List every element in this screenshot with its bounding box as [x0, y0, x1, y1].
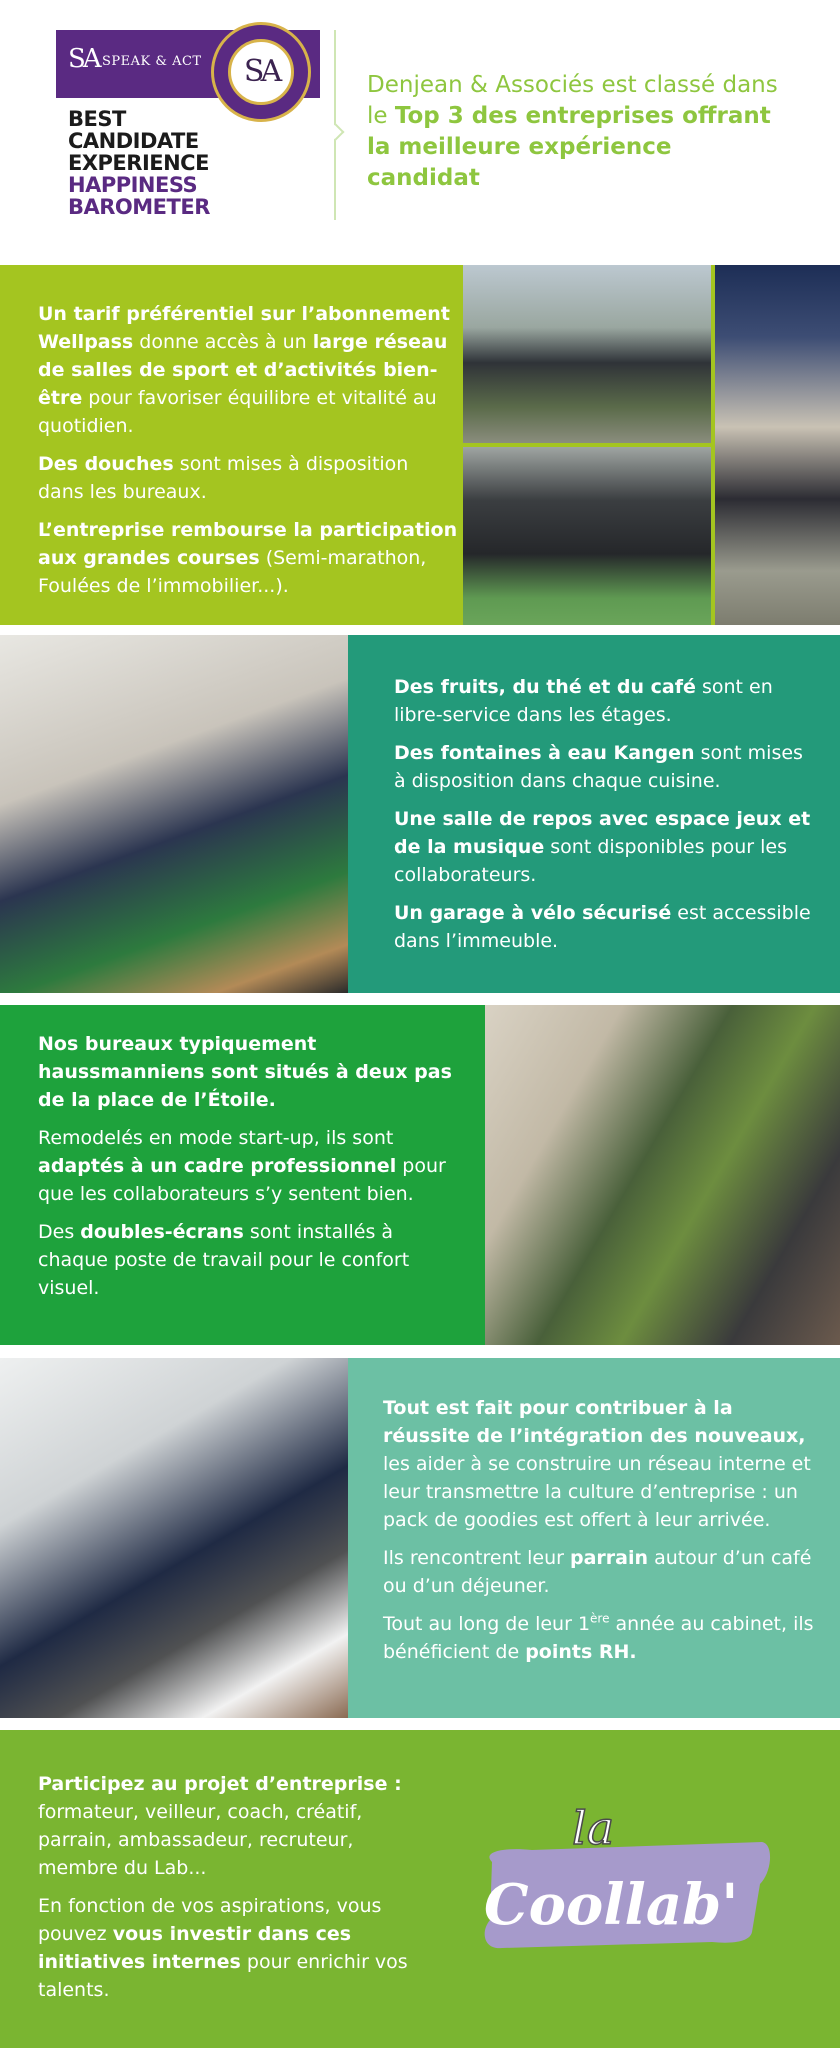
sec2-paragraph-3: [394, 805, 814, 889]
sec4-p2-text-2: autour d’un café ou d’un déjeuner.: [383, 1547, 812, 1597]
sec1-p3-bold: L’entreprise rembourse la participation aux grandes courses: [38, 519, 458, 569]
sec2-paragraph-2: [394, 739, 814, 795]
award-title: [68, 108, 210, 218]
chevron-right-icon: [328, 124, 345, 141]
coollab-name-text: Coollab': [484, 1872, 739, 1938]
team-running-photo: [463, 265, 711, 443]
onboarding-section: [0, 1358, 840, 1718]
sec5-p1-bold: Participez au projet d’entreprise :: [38, 1773, 402, 1795]
offices-section: [0, 1005, 840, 1345]
sec5-text: [38, 1770, 438, 2014]
header-announcement: [367, 70, 787, 194]
header-text-bold: Top 3 des entreprises offrant la meilleure expérience candidat: [367, 103, 771, 191]
sec3-p3-bold: doubles-écrans: [80, 1221, 244, 1243]
sec3-paragraph-1: [38, 1030, 468, 1114]
sec3-p3-text-2: sont installés à chaque poste de travail pour le confort visuel.: [38, 1221, 410, 1299]
award-line-best: BEST: [68, 107, 126, 131]
sec1-text: [38, 300, 458, 610]
sec4-paragraph-2: [383, 1544, 823, 1600]
sec4-p3-bold: points RH.: [525, 1641, 637, 1663]
sec5-p1-text: formateur, veilleur, coach, créatif, parrain, ambassadeur, recruteur, membre du Lab...: [38, 1801, 363, 1879]
sec2-p4-bold: Un garage à vélo sécurisé: [394, 902, 672, 924]
award-line-experience: EXPERIENCE: [68, 151, 209, 175]
sec4-paragraph-3: [383, 1610, 823, 1666]
sec5-p2-text-1: En fonction de vos aspirations, vous pouvez: [38, 1895, 382, 1945]
sec2-p3-bold: Une salle de repos avec espace jeux et de la musique: [394, 808, 811, 858]
sec2-paragraph-1: [394, 673, 814, 729]
team-group-photo: [463, 447, 711, 625]
sec1-paragraph-3: [38, 516, 458, 600]
sec1-p3-text: (Semi-marathon, Foulées de l’immobilier...).: [38, 547, 427, 597]
sec4-p3-text-1: Tout au long de leur 1: [383, 1613, 591, 1635]
sec3-p3-text-1: Des: [38, 1221, 81, 1243]
award-line-candidate: CANDIDATE: [68, 129, 199, 153]
sec1-paragraph-2: [38, 450, 458, 506]
sec1-paragraph-1: [38, 300, 458, 440]
award-seal-icon: [211, 22, 311, 122]
coollab-section: [0, 1730, 840, 2048]
sec3-text: [38, 1030, 468, 1312]
sec4-p3-text-2: année au cabinet, ils bénéficient de: [383, 1613, 814, 1663]
sec2-paragraph-4: [394, 899, 814, 955]
sec4-p1-bold: Tout est fait pour contribuer à la réussite de l’intégration des nouveaux,: [383, 1397, 806, 1447]
sec4-p2-text-1: Ils rencontrent leur: [383, 1547, 570, 1569]
sec1-p1-text-2: pour favoriser équilibre et vitalité au quotidien.: [38, 387, 437, 437]
sec2-p2-bold: Des fontaines à eau Kangen: [394, 742, 695, 764]
header-text-plain: Denjean & Associés est classé dans le: [367, 72, 778, 129]
speak-act-logo: [56, 30, 320, 98]
sec2-p2-text: sont mises à disposition dans chaque cuisine.: [394, 742, 803, 792]
sec3-p2-bold: adaptés à un cadre professionnel: [38, 1155, 397, 1177]
sec4-p1-text: les aider à se construire un réseau interne et leur transmettre la culture d’entreprise : un pack de goodies est offert à leur arrivée.: [383, 1453, 811, 1531]
award-line-barometer: BAROMETER: [68, 195, 210, 219]
sec2-text: [394, 673, 814, 965]
seal-sa-mark: SA: [228, 39, 294, 105]
sec3-p1-bold: Nos bureaux typiquement haussmanniens sont situés à deux pas de la place de l’Étoile.: [38, 1033, 452, 1111]
sec4-paragraph-1: [383, 1394, 823, 1534]
speak-act-label: SPEAK & ACT: [102, 54, 202, 69]
award-line-happiness: HAPPINESS: [68, 173, 198, 197]
race-runners-photo: [715, 265, 840, 625]
sec3-paragraph-3: [38, 1218, 468, 1302]
sec2-p1-bold: Des fruits, du thé et du café: [394, 676, 696, 698]
sec4-p2-bold: parrain: [570, 1547, 649, 1569]
coollab-logo: [462, 1792, 782, 1972]
sec2-p4-text: est accessible dans l’immeuble.: [394, 902, 811, 952]
sec5-paragraph-2: [38, 1892, 438, 2004]
sec1-p1-bold-2: large réseau de salles de sport et d’activités bien-être: [38, 331, 448, 409]
wellbeing-sport-section: [0, 265, 840, 625]
sec4-text: [383, 1394, 823, 1676]
sec5-paragraph-1: [38, 1770, 438, 1882]
balcony-etoile-photo: [485, 1005, 840, 1345]
sec4-p3-superscript: ère: [590, 1611, 610, 1626]
sec1-p2-bold: Des douches: [38, 453, 174, 475]
sec5-p2-text-2: pour enrichir vos talents.: [38, 1951, 408, 2001]
coollab-la-text: la: [572, 1801, 615, 1855]
sec3-p2-text-1: Remodelés en mode start-up, ils sont: [38, 1127, 394, 1149]
sec1-p1-bold-1: Un tarif préférentiel sur l’abonnement Wellpass: [38, 303, 450, 353]
sec1-p1-text-1: donne accès à un: [133, 331, 313, 353]
sa-mark: SA: [68, 44, 99, 74]
sec2-p1-text: sont en libre-service dans les étages.: [394, 676, 773, 726]
sec5-p2-bold: vous investir dans ces initiatives internes: [38, 1923, 352, 1973]
sec3-p2-text-2: pour que les collaborateurs s’y sentent bien.: [38, 1155, 446, 1205]
foosball-team-photo: [0, 635, 348, 993]
sec2-p3-text: sont disponibles pour les collaborateurs.: [394, 836, 787, 886]
header-section: [0, 0, 840, 265]
sec3-paragraph-2: [38, 1124, 468, 1208]
mentoring-meeting-photo: [0, 1358, 348, 1718]
office-amenities-section: [0, 635, 840, 993]
sec1-p2-text: sont mises à disposition dans les bureaux.: [38, 453, 409, 503]
